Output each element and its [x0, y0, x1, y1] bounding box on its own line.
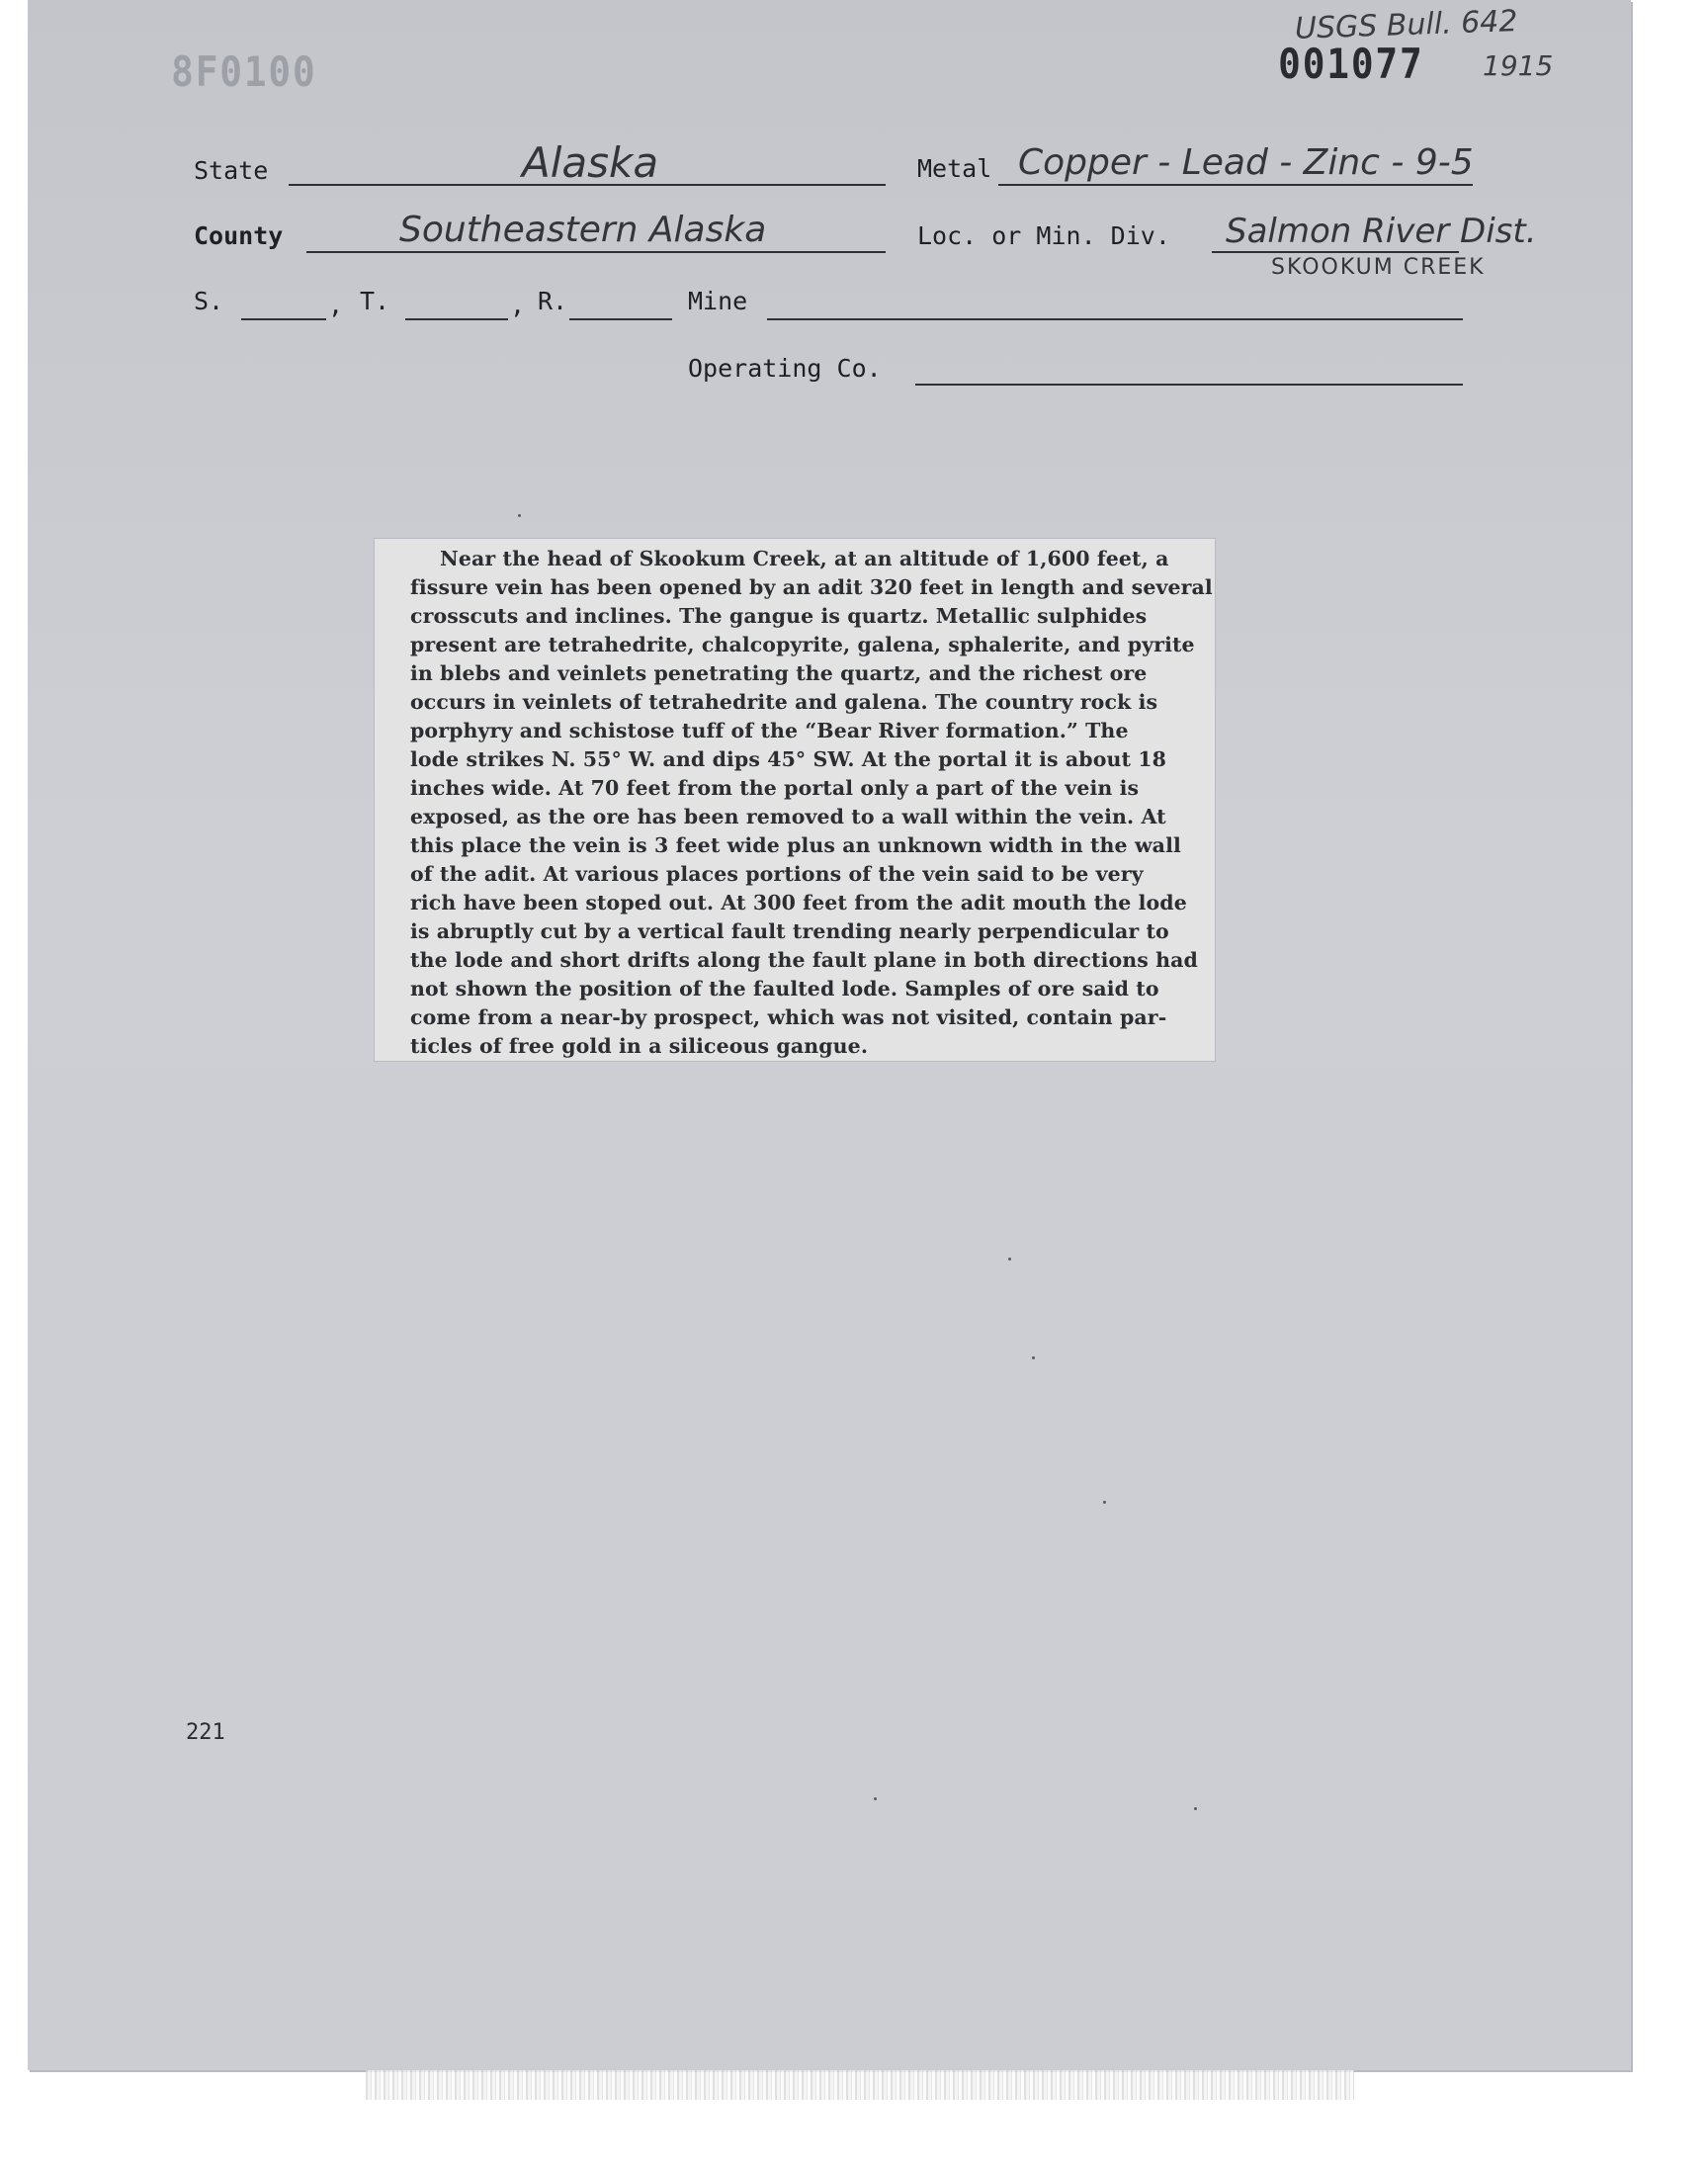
state-value: Alaska: [522, 138, 659, 187]
clipping-line: Near the head of Skookum Creek, at an altitude of 1,600 feet, a: [440, 547, 1169, 570]
scan-speck: [1194, 1807, 1197, 1810]
metal-label: Metal: [917, 154, 992, 183]
mine-label: Mine: [688, 287, 748, 315]
scan-speck: [1032, 1356, 1035, 1359]
section-line: [241, 318, 326, 320]
county-value: Southeastern Alaska: [399, 210, 767, 250]
loc-value: Salmon River Dist.: [1226, 212, 1537, 251]
scan-artifact-strip: [366, 2070, 1354, 2100]
clipping-line: in blebs and veinlets penetrating the quartz, and the richest ore: [410, 661, 1148, 685]
ghost-record-number: 8F0100: [171, 47, 317, 96]
range-line: [569, 318, 672, 320]
township-line: [405, 318, 508, 320]
clipping-line: lode strikes N. 55° W. and dips 45° SW. At the portal it is about 18: [410, 747, 1167, 771]
section-label: S.: [194, 287, 224, 315]
operating-co-line: [915, 384, 1463, 386]
record-number-stamp: 001077: [1278, 40, 1424, 88]
clipping-line: occurs in veinlets of tetrahedrite and galena. The country rock is: [410, 690, 1158, 714]
clipping-line: inches wide. At 70 feet from the portal only a part of the vein is: [410, 776, 1140, 800]
operating-co-label: Operating Co.: [688, 354, 882, 383]
scan-speck: [518, 514, 521, 517]
clipping-line: porphyry and schistose tuff of the “Bear River formation.” The: [410, 719, 1129, 742]
source-reference: USGS Bull. 642: [1294, 4, 1518, 46]
clipping-line: is abruptly cut by a vertical fault trending nearly perpendicular to: [410, 919, 1169, 943]
scan-speck: [1008, 1258, 1011, 1261]
clipping-line: fissure vein has been opened by an adit 320 feet in length and several: [410, 575, 1213, 599]
clipping-line: not shown the position of the faulted lode. Samples of ore said to: [410, 977, 1159, 1000]
county-label: County: [194, 221, 284, 250]
loc-subvalue: SKOOKUM CREEK: [1271, 255, 1486, 280]
clipping-line: crosscuts and inclines. The gangue is quartz. Metallic sulphides: [410, 604, 1148, 628]
clipping-line: ticles of free gold in a siliceous gangue.: [410, 1034, 869, 1058]
comma-2: ,: [510, 291, 526, 319]
text-clipping: [374, 538, 1216, 1062]
clipping-line: rich have been stoped out. At 300 feet from the adit mouth the lode: [410, 891, 1187, 914]
metal-value: Copper - Lead - Zinc - 9-5: [1018, 142, 1474, 183]
comma-1: ,: [328, 291, 344, 319]
township-label: T.: [360, 287, 390, 315]
metal-line: [998, 184, 1473, 186]
range-label: R.: [538, 287, 568, 315]
county-line: [306, 251, 886, 253]
clipping-line: exposed, as the ore has been removed to a wall within the vein. At: [410, 805, 1166, 828]
state-label: State: [194, 156, 269, 185]
clipping-line: the lode and short drifts along the fault plane in both directions had: [410, 948, 1198, 972]
mine-line: [767, 318, 1463, 320]
scan-speck: [1103, 1501, 1106, 1504]
page-number: 221: [186, 1720, 225, 1745]
clipping-line: present are tetrahedrite, chalcopyrite, galena, sphalerite, and pyrite: [410, 633, 1195, 656]
clipping-line: this place the vein is 3 feet wide plus an unknown width in the wall: [410, 833, 1181, 857]
clipping-line: come from a near-by prospect, which was not visited, contain par-: [410, 1005, 1167, 1029]
loc-line: [1212, 251, 1459, 253]
scan-speck: [874, 1797, 877, 1800]
loc-label: Loc. or Min. Div.: [917, 221, 1170, 250]
clipping-line: of the adit. At various places portions of the vein said to be very: [410, 862, 1144, 886]
source-year: 1915: [1483, 49, 1554, 82]
